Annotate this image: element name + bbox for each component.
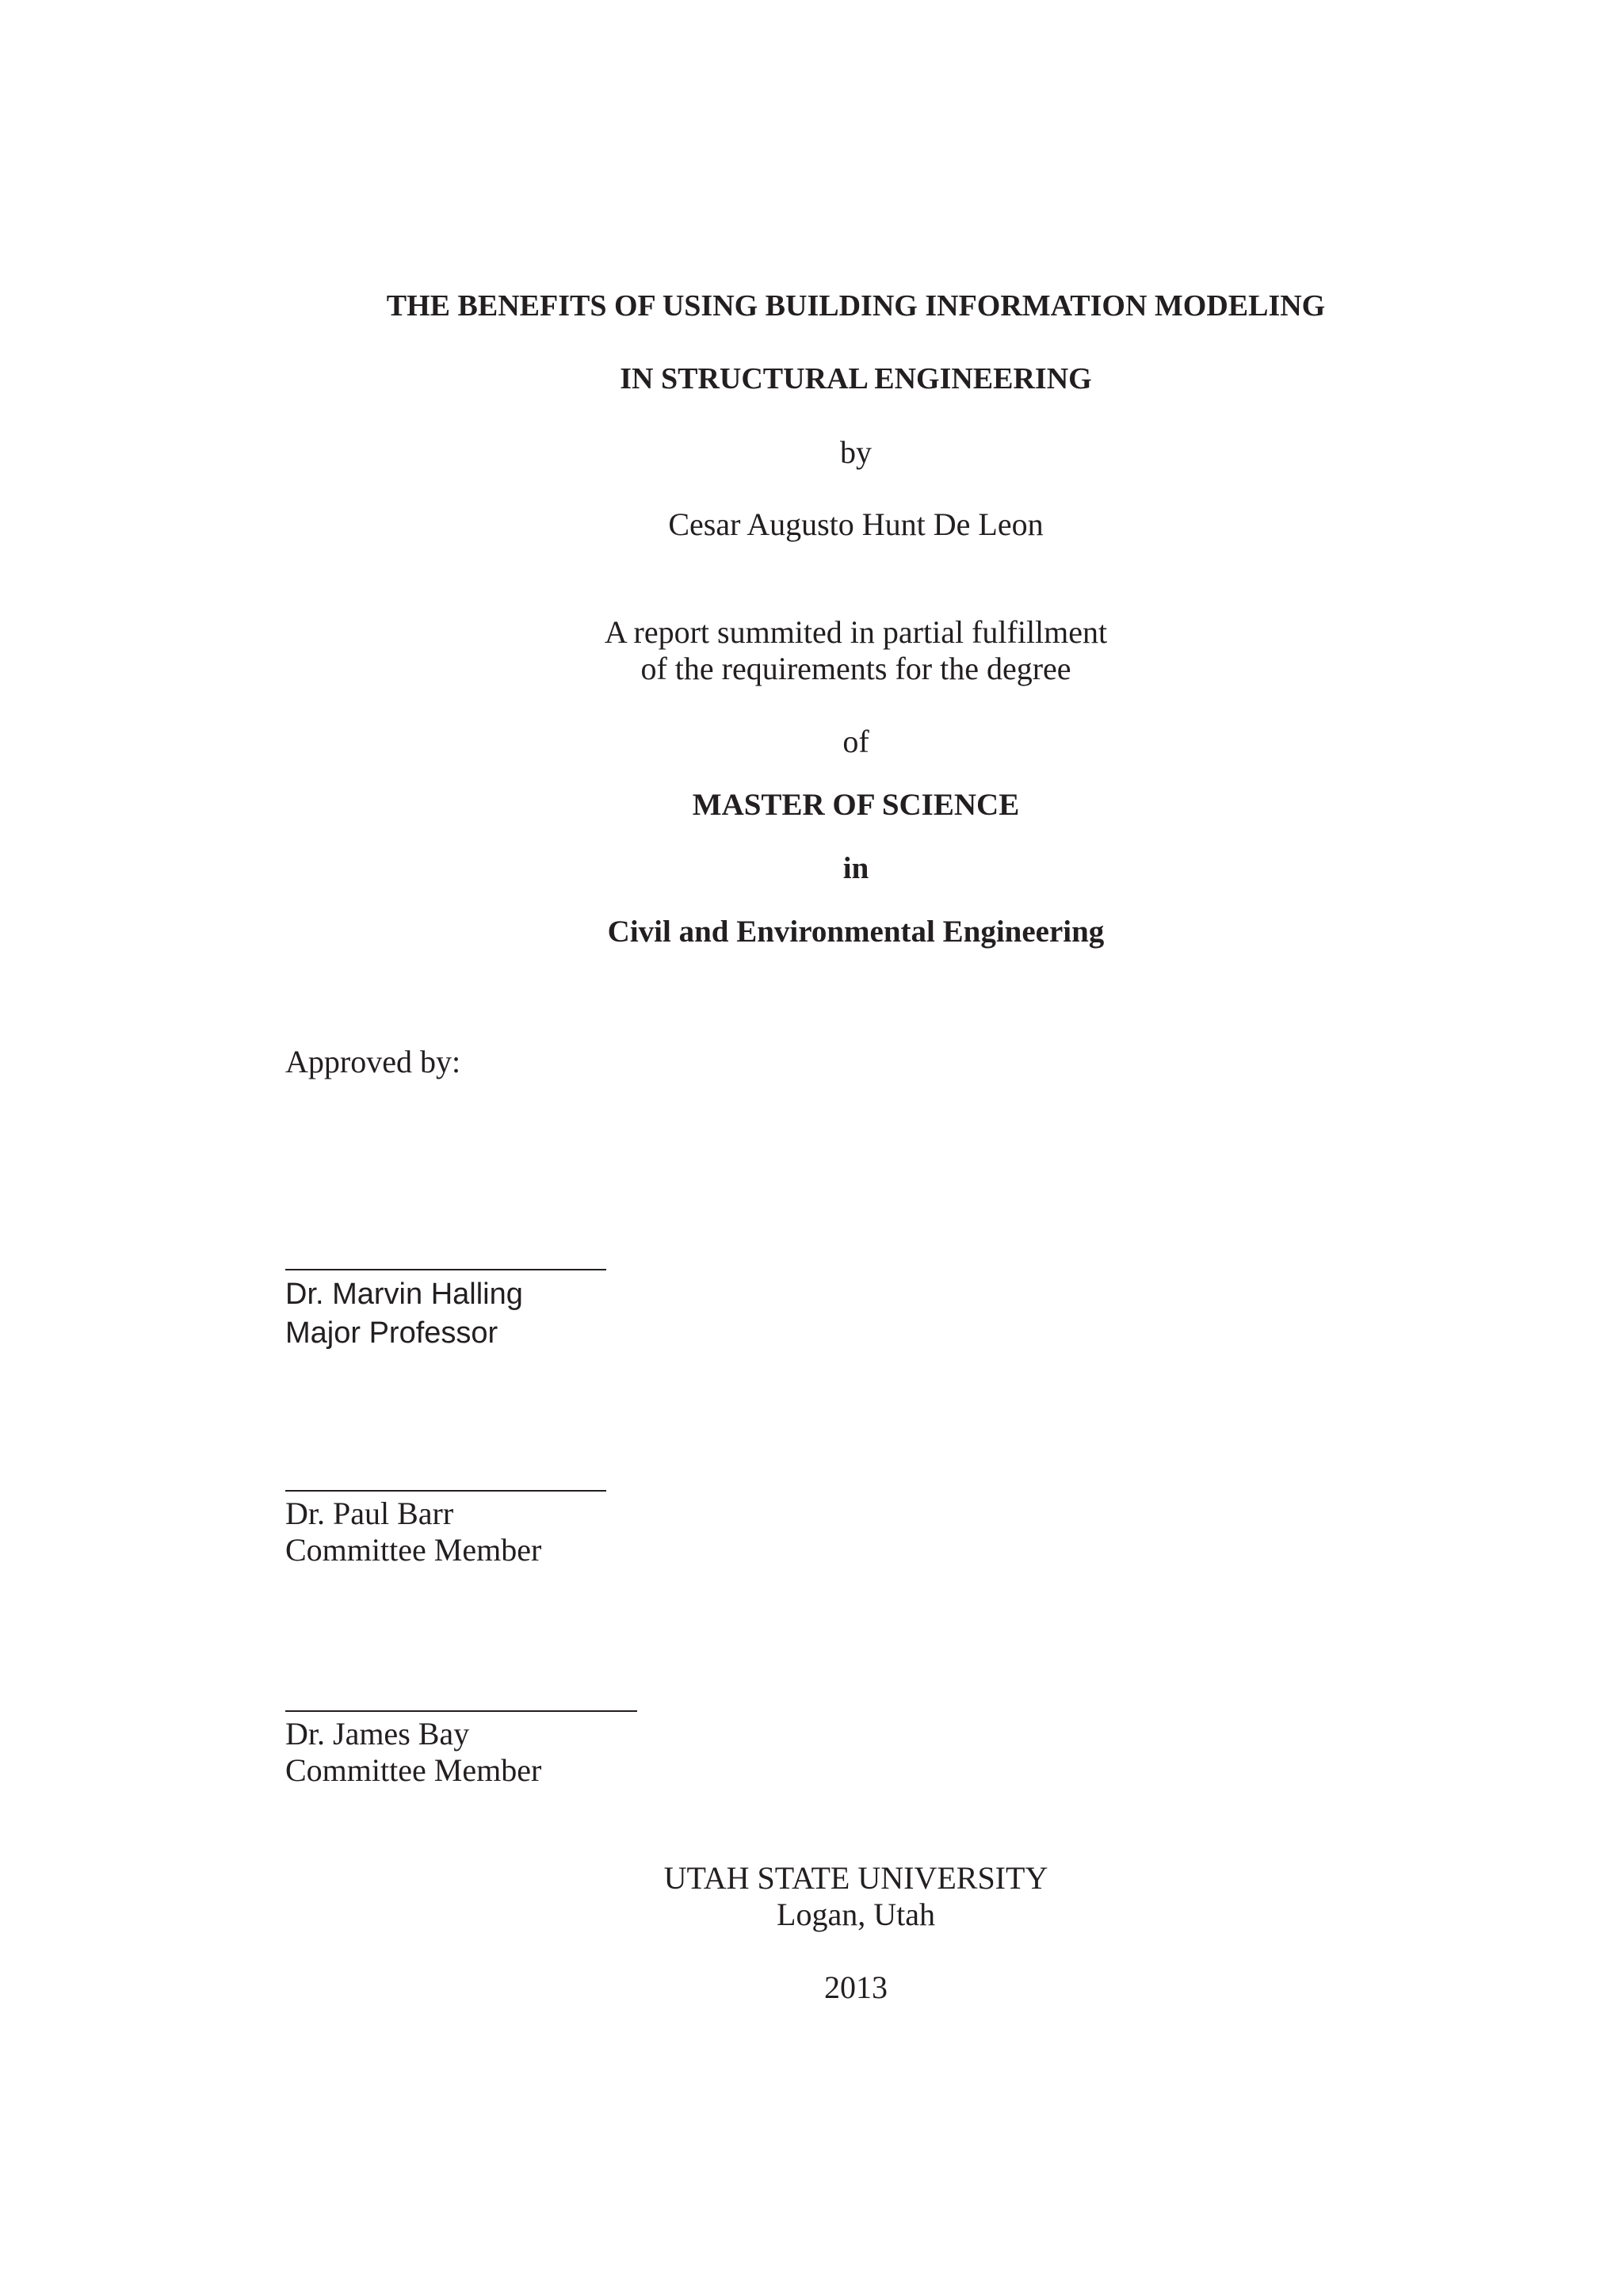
signatory-2-role: Committee Member [285, 1532, 542, 1568]
submission-year: 2013 [824, 1969, 888, 2005]
institution-name: UTAH STATE UNIVERSITY [663, 1860, 1048, 1896]
thesis-title-line-1: THE BENEFITS OF USING BUILDING INFORMATION MODELING [386, 289, 1326, 323]
in-label: in [842, 851, 869, 885]
institution-location: Logan, Utah [777, 1897, 935, 1932]
signature-line-1 [285, 1269, 606, 1270]
by-label: by [840, 434, 872, 470]
signature-line-3 [285, 1710, 637, 1712]
author-name: Cesar Augusto Hunt De Leon [668, 506, 1044, 542]
statement-line-2: of the requirements for the degree [640, 651, 1071, 686]
degree-name: MASTER OF SCIENCE [692, 788, 1020, 822]
signatory-2-name: Dr. Paul Barr [285, 1496, 454, 1531]
of-label: of [842, 724, 869, 759]
statement-line-1: A report summited in partial fulfillment [604, 614, 1108, 650]
thesis-title-line-2: IN STRUCTURAL ENGINEERING [620, 362, 1092, 395]
signatory-1-name: Dr. Marvin Halling [285, 1278, 523, 1311]
signature-line-2 [285, 1490, 606, 1492]
field-of-study: Civil and Environmental Engineering [607, 915, 1105, 949]
signatory-1-role: Major Professor [285, 1316, 498, 1350]
approved-by-label: Approved by: [285, 1044, 461, 1079]
signatory-3-name: Dr. James Bay [285, 1716, 470, 1752]
signatory-3-role: Committee Member [285, 1752, 542, 1788]
